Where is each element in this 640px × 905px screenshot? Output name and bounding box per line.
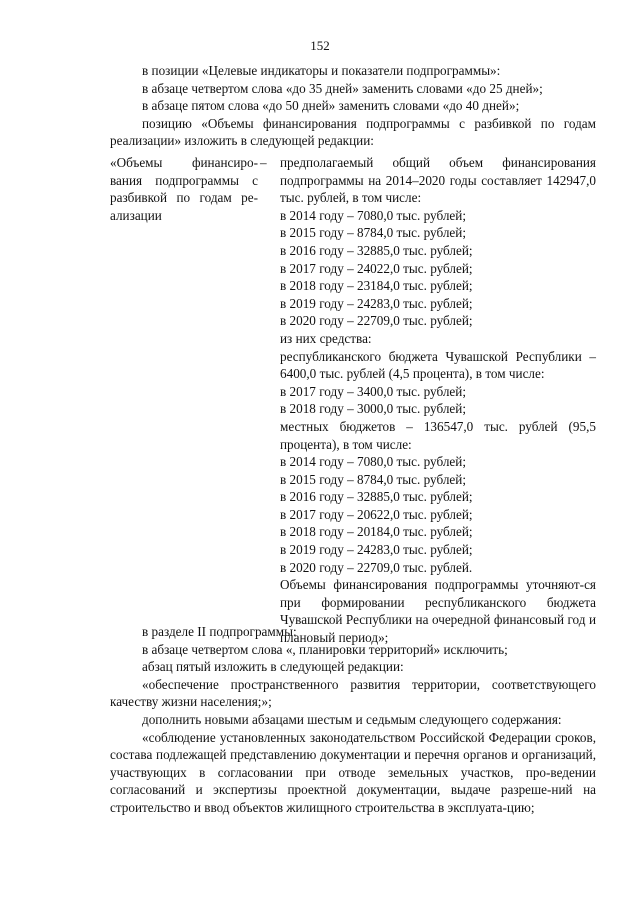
financing-line: в 2019 году – 24283,0 тыс. рублей; <box>280 295 473 311</box>
financing-line: предполагаемый общий объем финансирования подпрограммы на 2014–2020 годы составляет 142947,0 тыс. рублей, в том числе: <box>280 155 596 206</box>
intro-paragraph: в абзаце пятом слова «до 50 дней» заменить словами «до 40 дней»; <box>142 98 520 114</box>
financing-line: в 2014 году – 7080,0 тыс. рублей; <box>280 207 466 223</box>
intro-block <box>110 62 596 150</box>
financing-line: республиканского бюджета Чувашской Республики – 6400,0 тыс. рублей (4,5 процента), в том числе: <box>280 348 596 382</box>
section-paragraph: «соблюдение установленных законодательством Российской Федерации сроков, состава подлежащей представлению документации и перечня органов и организаций, участвующих в согласовании при отводе земельных участков, про-ведении согласований и экспертизы проектной документации, выдаче разреше-ний на строительство и ввод объектов жилищного строительства в эксплуата-цию; <box>110 729 596 815</box>
section-paragraph: абзац пятый изложить в следующей редакции: <box>142 659 404 675</box>
financing-line: в 2020 году – 22709,0 тыс. рублей. <box>280 559 473 575</box>
financing-line: в 2018 году – 20184,0 тыс. рублей; <box>280 524 473 540</box>
section-paragraph: дополнить новыми абзацами шестым и седьмым следующего содержания: <box>142 711 562 727</box>
section-paragraph: в разделе II подпрограммы: <box>142 624 297 639</box>
financing-line: в 2018 году – 23184,0 тыс. рублей; <box>280 278 473 294</box>
financing-line: в 2017 году – 24022,0 тыс. рублей; <box>280 260 473 276</box>
intro-paragraph: позицию «Объемы финансирования подпрограммы с разбивкой по годам реализации» изложить в следующей редакции: <box>110 115 596 149</box>
financing-line: в 2017 году – 20622,0 тыс. рублей; <box>280 506 473 522</box>
financing-label: «Объемы финансиро-вания подпрограммы с разбивкой по годам ре-ализации <box>110 155 258 223</box>
financing-line: в 2018 году – 3000,0 тыс. рублей; <box>280 401 466 417</box>
financing-line: в 2015 году – 8784,0 тыс. рублей; <box>280 225 466 241</box>
page-number: 152 <box>310 38 330 53</box>
financing-line: в 2014 году – 7080,0 тыс. рублей; <box>280 454 466 470</box>
financing-line: местных бюджетов – 136547,0 тыс. рублей (95,5 процента), в том числе: <box>280 418 596 452</box>
financing-line: из них средства: <box>280 330 372 346</box>
financing-line: в 2020 году – 22709,0 тыс. рублей; <box>280 313 473 329</box>
financing-dash: – <box>260 155 267 170</box>
section-paragraph: «обеспечение пространственного развития территории, соответствующего качеству жизни населения;»; <box>110 676 596 710</box>
financing-line: в 2015 году – 8784,0 тыс. рублей; <box>280 471 466 487</box>
financing-line: в 2017 году – 3400,0 тыс. рублей; <box>280 383 466 399</box>
section-2-block <box>110 623 596 817</box>
financing-line: в 2019 году – 24283,0 тыс. рублей; <box>280 542 473 558</box>
section-paragraph: в абзаце четвертом слова «, планировки территорий» исключить; <box>142 641 508 657</box>
financing-line: Объемы финансирования подпрограммы уточняют-ся при формировании республиканского бюджета Чувашской Республики на очередной финансовый год и плановый период»; <box>280 577 596 646</box>
financing-line: в 2016 году – 32885,0 тыс. рублей; <box>280 242 473 258</box>
financing-line: в 2016 году – 32885,0 тыс. рублей; <box>280 489 473 505</box>
intro-paragraph: в абзаце четвертом слова «до 35 дней» заменить словами «до 25 дней»; <box>142 80 543 96</box>
financing-body <box>280 154 596 647</box>
intro-paragraph: в позиции «Целевые индикаторы и показатели подпрограммы»: <box>142 63 501 78</box>
